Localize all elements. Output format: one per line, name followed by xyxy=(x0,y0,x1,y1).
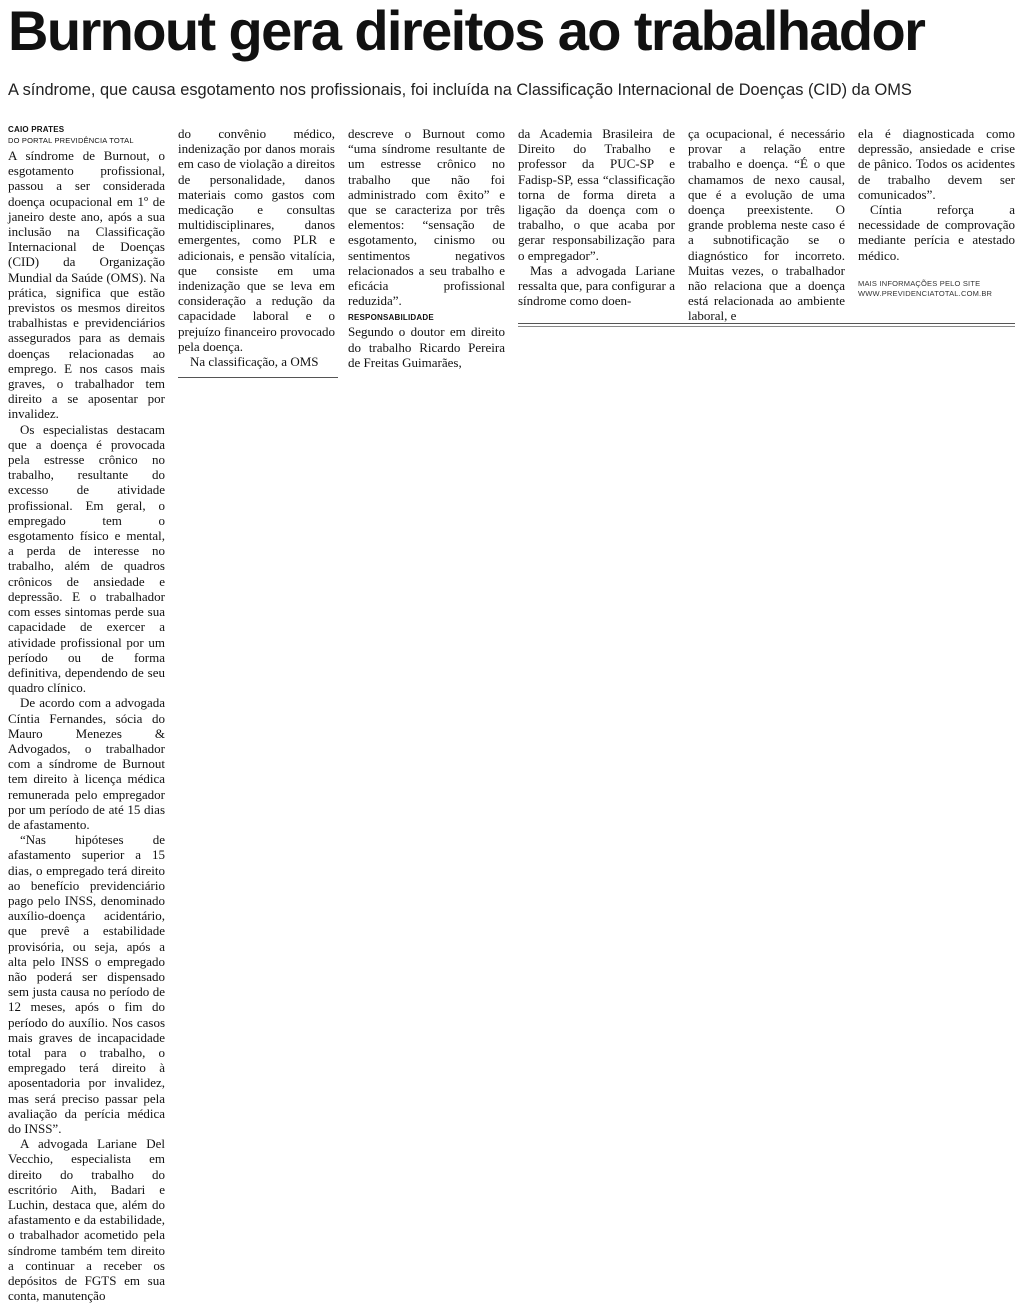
paragraph: da Academia Brasileira de Direito do Trabalho e professor da PUC-SP e Fadisp-SP, essa “classificação torna de forma direta a ligação da doença com o trabalho, o que acaba por gerar responsabilização para o empregador”. xyxy=(518,126,675,263)
headline: Burnout gera direitos ao trabalhador xyxy=(8,0,925,62)
byline: CAIO PRATES xyxy=(8,125,65,134)
article-column-4 xyxy=(518,126,675,308)
paragraph: descreve o Burnout como “uma síndrome resultante de um estresse crônico no trabalho que não foi administrado com êxito” e que se caracteriza por três elementos: “sensação de esgotamento, cinismo ou sentimentos negativos relacionados a seu trabalho e eficácia profissional reduzida”. xyxy=(348,126,505,309)
paragraph: Mas a advogada Lariane ressalta que, para configurar a síndrome como doen- xyxy=(518,262,675,309)
paragraph: Os especialistas destacam que a doença é provocada pela estresse crônico no trabalho, resultante do excesso de atividade profissional. Em geral, o empregado tem o esgotamento físico e mental, a perda de interesse no trabalho, além de quadros crônicos de ansiedade e depressão. E o trabalhador com esses sintomas perde sua capacidade de exercer a atividade profissional por um período ou de forma definitiva, dependendo de seu quadro clínico. xyxy=(8,421,165,696)
paragraph: Segundo o doutor em direito do trabalho Ricardo Pereira de Freitas Guimarães, xyxy=(348,324,505,370)
website-url: WWW.PREVIDENCIATOTAL.COM.BR xyxy=(858,288,993,298)
paragraph: Cíntia reforça a necessidade de comprovação mediante perícia e atestado médico. xyxy=(858,202,1015,263)
article-column-6 xyxy=(858,126,1015,299)
paragraph: De acordo com a advogada Cíntia Fernandes, sócia do Mauro Menezes & Advogados, o trabalhador com a síndrome de Burnout tem direito à licença médica remunerada pelo empregador por um período de até 15 dias de afastamento. xyxy=(8,695,165,832)
article-column-5 xyxy=(688,126,845,324)
more-info-label: MAIS INFORMAÇÕES PELO SITE xyxy=(858,278,981,288)
subtitle: A síndrome, que causa esgotamento nos profissionais, foi incluída na Classificação Internacional de Doenças (CID) da OMS xyxy=(8,81,912,99)
article-column-3 xyxy=(348,126,505,370)
paragraph: ça ocupacional, é necessário provar a relação entre trabalho e doença. “É o que chamamos de nexo causal, que é a evolução de uma doença preexistente. O grande problema neste caso é a subnotificação se o diagnóstico for incorreto. Muitas vezes, o trabalhador não relaciona que a doença está relacionada ao ambiente laboral, e xyxy=(688,126,845,324)
article-end-rule xyxy=(518,323,1015,324)
byline-source: DO PORTAL PREVIDÊNCIA TOTAL xyxy=(8,136,134,145)
article-end-rule-secondary xyxy=(518,326,1015,327)
paragraph: A síndrome de Burnout, o esgotamento profissional, passou a ser considerada doença ocupacional em 1º de janeiro deste ano, após a sua inclusão na Classificação Internacional de Doenças (CID) da Organização Mundial da Saúde (OMS). Na prática, significa que estão previstos os mesmos direitos trabalhistas e previdenciários assegurados para as demais doenças relacionadas ao emprego. E nos casos mais graves, o trabalhador tem direito a se aposentar por invalidez. xyxy=(8,148,165,422)
more-info-note xyxy=(858,279,1015,299)
article-column-2 xyxy=(178,126,335,369)
paragraph: A advogada Lariane Del Vecchio, especialista em direito do trabalho do escritório Aith, Badari e Luchin, destaca que, além do afastamento e da estabilidade, o trabalhador acometido pela síndrome também tem direito a continuar a receber os depósitos de FGTS em sua conta, manutenção xyxy=(8,1136,165,1303)
paragraph: Na classificação, a OMS xyxy=(190,354,319,370)
paragraph: “Nas hipóteses de afastamento superior a 15 dias, o empregado terá direito ao benefício previdenciário pago pelo INSS, denominado auxílio-doença acidentário, que prevê a estabilidade provisória, ou seja, após a alta pelo INSS o empregado não poderá ser dispensado sem justa causa no período de 12 meses, após o fim do período do auxílio. Nos casos mais graves de incapacidade total para o trabalho, o empregado terá direito à aposentadoria por invalidez, mas será preciso passar pela avaliação da perícia médica do INSS”. xyxy=(8,832,165,1136)
column-rule xyxy=(178,377,338,378)
paragraph: ela é diagnosticada como depressão, ansiedade e crise de pânico. Todos os acidentes de trabalho devem ser comunicados”. xyxy=(858,126,1015,202)
article-column-1 xyxy=(8,124,165,1303)
paragraph: do convênio médico, indenização por danos morais em caso de violação a direitos de personalidade, danos materiais como gastos com medicação e consultas multidisciplinares, danos emergentes, como PLR e adicionais, e pensão vitalícia, que consiste em uma indenização que se leva em consideração a redução da capacidade laboral e o prejuízo financeiro provocado pela doença. xyxy=(178,126,335,354)
section-subhead: RESPONSABILIDADE xyxy=(348,313,434,323)
